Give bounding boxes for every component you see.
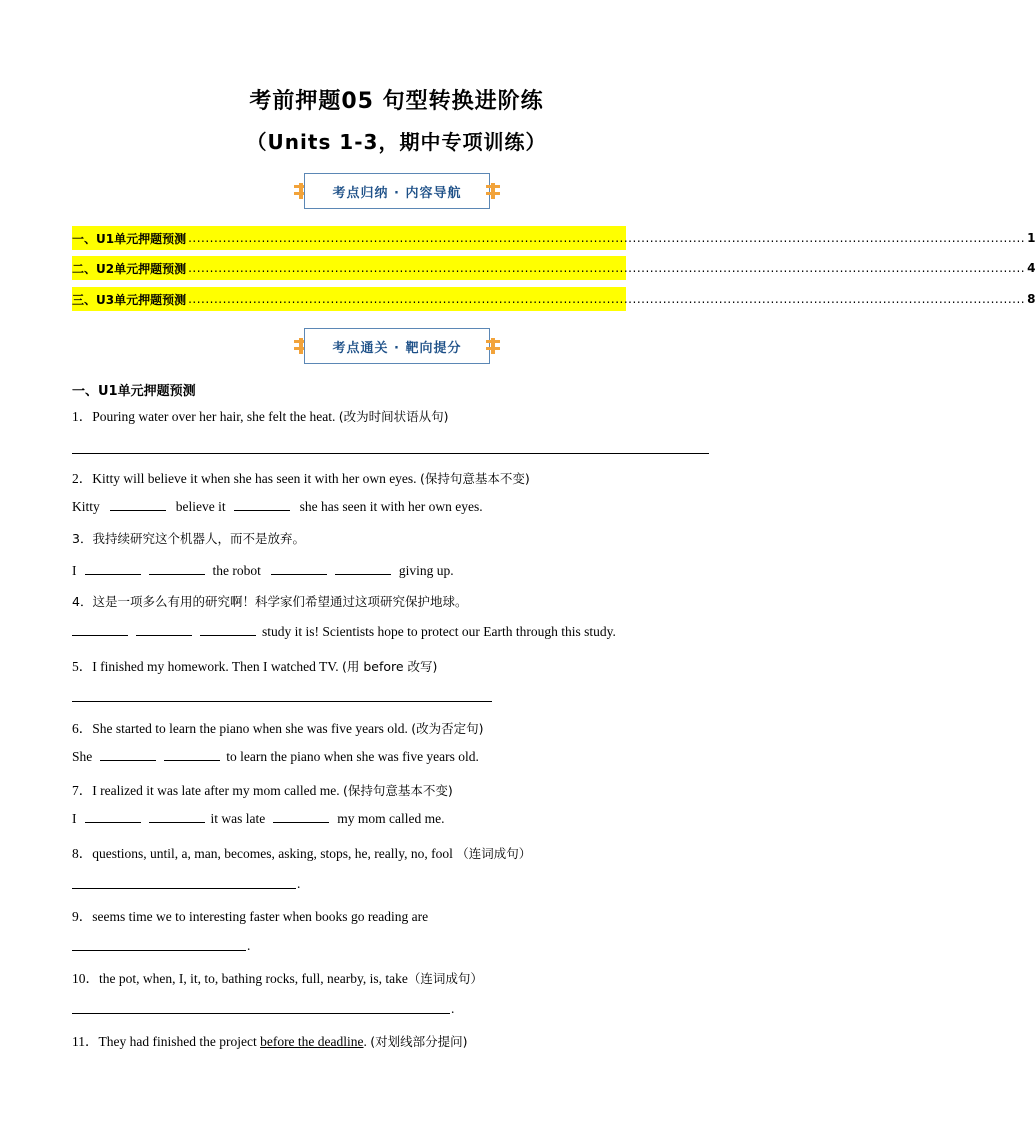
question-3	[72, 529, 305, 547]
toc-item-u1[interactable]	[72, 226, 1035, 250]
answer-text: the robot	[212, 563, 261, 578]
answer-text: my mom called me.	[337, 811, 445, 826]
question-5	[72, 655, 437, 675]
question-6	[72, 717, 484, 737]
answer-text: to learn the piano when she was five years old.	[226, 749, 479, 764]
banner-label: 考点归纳 · 内容导航	[304, 173, 490, 209]
answer-text: giving up.	[398, 563, 454, 578]
answer-blank[interactable]	[110, 498, 166, 511]
answer-text: I	[72, 811, 77, 826]
banner-right-decoration-icon	[486, 338, 500, 354]
toc-item-u2[interactable]	[72, 256, 1035, 280]
toc-page: 8	[1027, 292, 1035, 306]
question-6-answer	[72, 748, 479, 765]
page-title: 考前押题05 句型转换进阶练	[249, 89, 544, 114]
question-10	[72, 967, 483, 987]
answer-text: it was late	[210, 811, 266, 826]
answer-blank[interactable]	[85, 562, 141, 575]
question-text: 10．the pot, when, I, it, to, bathing rocks, full, nearby, is, take	[72, 971, 408, 986]
answer-line[interactable]	[72, 1013, 450, 1014]
answer-blank[interactable]	[271, 562, 327, 575]
question-text: 9．seems time we to interesting faster when books go reading are	[72, 909, 429, 924]
toc-item-u3[interactable]	[72, 287, 1035, 311]
answer-blank[interactable]	[273, 810, 329, 823]
question-4	[72, 592, 467, 610]
answer-line[interactable]	[72, 950, 246, 951]
question-instruction: (对划线部分提问)	[370, 1034, 468, 1049]
question-2	[72, 467, 530, 487]
toc-page: 1	[1027, 231, 1035, 245]
toc-label: 一、U1单元押题预测	[72, 231, 187, 246]
answer-line[interactable]	[72, 701, 492, 702]
answer-blank[interactable]	[136, 623, 192, 636]
toc-page: 4	[1027, 261, 1035, 275]
question-4-answer	[72, 623, 616, 640]
toc-label: 二、U2单元押题预测	[72, 261, 187, 276]
answer-line[interactable]	[72, 888, 296, 889]
question-text: 2．Kitty will believe it when she has seen it with her own eyes.	[72, 471, 420, 486]
answer-text: Kitty	[72, 499, 100, 514]
question-text: .	[363, 1034, 371, 1049]
underlined-phrase: before the deadline	[260, 1034, 364, 1049]
question-text: 5．I finished my homework. Then I watched TV.	[72, 659, 342, 674]
question-instruction: （连词成句）	[407, 971, 483, 986]
answer-line[interactable]	[72, 453, 709, 454]
answer-blank[interactable]	[200, 623, 256, 636]
question-text: 1．Pouring water over her hair, she felt the heat.	[72, 409, 339, 424]
answer-text: believe it	[175, 499, 226, 514]
page-subtitle: （Units 1-3，期中专项训练）	[246, 130, 547, 154]
question-instruction: (改为否定句)	[411, 721, 484, 736]
toc-label: 三、U3单元押题预测	[72, 292, 187, 307]
answer-blank[interactable]	[234, 498, 290, 511]
answer-text: study it is! Scientists hope to protect our Earth through this study.	[262, 624, 616, 639]
answer-blank[interactable]	[149, 562, 205, 575]
toc-leader-dots: ..................................................................................................................................................................................................	[188, 292, 1026, 306]
question-8	[72, 842, 531, 862]
answer-blank[interactable]	[100, 748, 156, 761]
answer-blank[interactable]	[335, 562, 391, 575]
question-text: 3．我持续研究这个机器人，而不是放弃。	[72, 531, 305, 546]
question-11	[72, 1030, 468, 1050]
question-text: 11．They had finished the project	[72, 1034, 261, 1049]
question-1	[72, 405, 449, 425]
banner-practice	[294, 328, 500, 364]
sentence-period: .	[451, 1001, 455, 1016]
banner-right-decoration-icon	[486, 183, 500, 199]
question-instruction: （连词成句）	[456, 846, 532, 861]
question-3-answer	[72, 562, 454, 579]
banner-label: 考点通关 · 靶向提分	[304, 328, 490, 364]
answer-text: she has seen it with her own eyes.	[299, 499, 483, 514]
sentence-period: .	[247, 938, 251, 953]
answer-text: She	[72, 749, 93, 764]
section-heading: 一、U1单元押题预测	[72, 384, 196, 399]
question-text: 7．I realized it was late after my mom called me.	[72, 783, 344, 798]
toc-leader-dots: ..................................................................................................................................................................................................	[188, 231, 1026, 245]
answer-blank[interactable]	[85, 810, 141, 823]
question-text: 8．questions, until, a, man, becomes, asking, stops, he, really, no, fool	[72, 846, 457, 861]
question-9	[72, 905, 428, 925]
question-7-answer	[72, 810, 444, 827]
question-text: 6．She started to learn the piano when she was five years old.	[72, 721, 412, 736]
sentence-period: .	[297, 876, 301, 891]
question-instruction: (改为时间状语从句)	[338, 409, 449, 424]
answer-blank[interactable]	[149, 810, 205, 823]
question-2-answer	[72, 498, 483, 515]
answer-blank[interactable]	[72, 623, 128, 636]
question-instruction: (用 before 改写)	[341, 659, 438, 674]
toc-leader-dots: ..................................................................................................................................................................................................	[188, 261, 1026, 275]
answer-text: I	[72, 563, 77, 578]
question-text: 4．这是一项多么有用的研究啊！科学家们希望通过这项研究保护地球。	[72, 594, 468, 609]
question-7	[72, 779, 453, 799]
banner-navigation	[294, 173, 500, 209]
question-instruction: (保持句意基本不变)	[419, 471, 530, 486]
question-instruction: (保持句意基本不变)	[343, 783, 453, 798]
answer-blank[interactable]	[164, 748, 220, 761]
